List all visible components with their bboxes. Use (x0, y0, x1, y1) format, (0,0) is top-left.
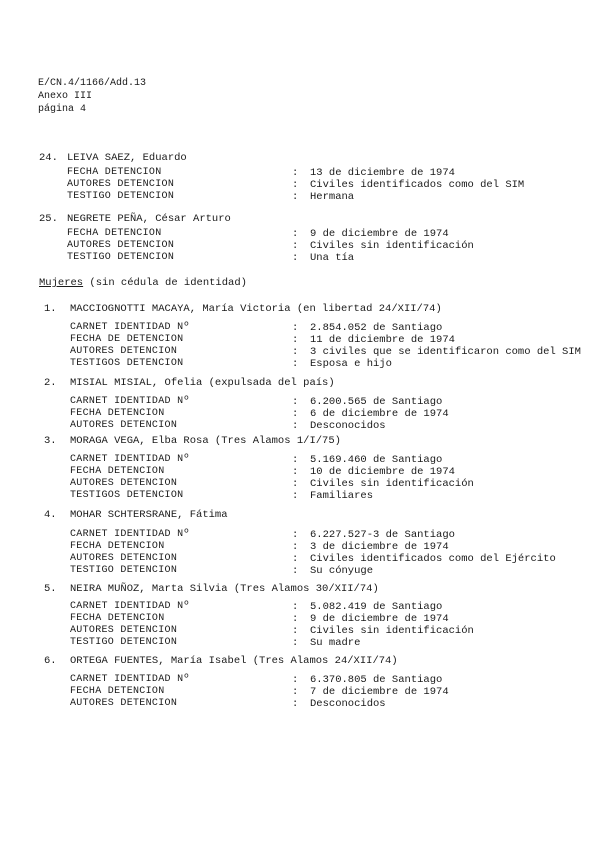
field-colon: : (292, 334, 299, 346)
entry-number: 1. (44, 303, 57, 315)
entry-number: 3. (44, 435, 57, 447)
field-value: Desconocidos (310, 420, 386, 432)
field-value: 5.169.460 de Santiago (310, 454, 443, 466)
field-label: FECHA DETENCION (70, 541, 165, 552)
field-colon: : (292, 228, 299, 240)
field-value: Una tía (310, 252, 355, 264)
field-colon: : (292, 346, 299, 358)
field-label: AUTORES DETENCION (70, 698, 178, 709)
field-value: 9 de diciembre de 1974 (310, 613, 449, 625)
field-value: 11 de diciembre de 1974 (310, 334, 455, 346)
field-colon: : (292, 420, 299, 432)
field-label: AUTORES DETENCION (70, 346, 178, 357)
field-colon: : (292, 179, 299, 191)
field-colon: : (292, 490, 299, 502)
field-label: TESTIGO DETENCION (67, 252, 175, 263)
field-value: 7 de diciembre de 1974 (310, 686, 449, 698)
field-label: FECHA DETENCION (67, 228, 162, 239)
entry-number: 24. (39, 152, 58, 164)
field-label: FECHA DETENCION (67, 167, 162, 178)
entry-number: 6. (44, 655, 57, 667)
field-colon: : (292, 529, 299, 541)
field-colon: : (292, 625, 299, 637)
field-colon: : (292, 698, 299, 710)
field-label: CARNET IDENTIDAD Nº (70, 396, 190, 407)
field-colon: : (292, 252, 299, 264)
field-label: FECHA DETENCION (70, 466, 165, 477)
field-label: AUTORES DETENCION (70, 420, 178, 431)
field-value: 6 de diciembre de 1974 (310, 408, 449, 420)
field-label: AUTORES DETENCION (70, 478, 178, 489)
field-label: CARNET IDENTIDAD Nº (70, 322, 190, 333)
document-reference: E/CN.4/1166/Add.13 (38, 78, 147, 89)
field-value: 5.082.419 de Santiago (310, 601, 443, 613)
field-value: Desconocidos (310, 698, 386, 710)
field-label: AUTORES DETENCION (67, 179, 175, 190)
field-value: 3 civiles que se identificaron como del SIM (310, 346, 581, 358)
field-value: Esposa e hijo (310, 358, 392, 370)
entry-number: 2. (44, 377, 57, 389)
field-value: Civiles sin identificación (310, 478, 474, 490)
field-colon: : (292, 565, 299, 577)
entry-name: NEGRETE PEÑA, César Arturo (67, 213, 231, 225)
entry-number: 4. (44, 509, 57, 521)
field-label: CARNET IDENTIDAD Nº (70, 529, 190, 540)
field-value: Civiles identificados como del Ejército (310, 553, 556, 565)
field-colon: : (292, 322, 299, 334)
field-colon: : (292, 686, 299, 698)
women-section-heading (39, 277, 247, 289)
field-value: Hermana (310, 191, 355, 203)
page-label: página 4 (38, 104, 87, 115)
field-value: 6.227.527-3 de Santiago (310, 529, 455, 541)
field-value: Civiles sin identificación (310, 625, 474, 637)
field-value: 3 de diciembre de 1974 (310, 541, 449, 553)
field-value: 6.200.565 de Santiago (310, 396, 443, 408)
entry-name: MISIAL MISIAL, Ofelia (expulsada del país) (70, 377, 335, 389)
field-value: 6.370.805 de Santiago (310, 674, 443, 686)
field-value: 10 de diciembre de 1974 (310, 466, 455, 478)
field-colon: : (292, 167, 299, 179)
entry-name: MACCIOGNOTTI MACAYA, María Victoria (en libertad 24/XII/74) (70, 303, 442, 315)
field-value: Su madre (310, 637, 361, 649)
field-label: FECHA DETENCION (70, 613, 165, 624)
entry-name: LEIVA SAEZ, Eduardo (67, 152, 187, 164)
field-colon: : (292, 637, 299, 649)
field-colon: : (292, 541, 299, 553)
field-colon: : (292, 408, 299, 420)
field-label: CARNET IDENTIDAD Nº (70, 454, 190, 465)
field-colon: : (292, 454, 299, 466)
field-colon: : (292, 240, 299, 252)
field-value: 9 de diciembre de 1974 (310, 228, 449, 240)
field-label: FECHA DE DETENCION (70, 334, 184, 345)
field-label: CARNET IDENTIDAD Nº (70, 674, 190, 685)
entry-name: MORAGA VEGA, Elba Rosa (Tres Alamos 1/I/75) (70, 435, 341, 447)
annex-label: Anexo III (38, 91, 93, 102)
entry-number: 25. (39, 213, 58, 225)
field-value: 13 de diciembre de 1974 (310, 167, 455, 179)
field-colon: : (292, 553, 299, 565)
field-colon: : (292, 674, 299, 686)
field-label: AUTORES DETENCION (67, 240, 175, 251)
field-value: Familiares (310, 490, 374, 502)
field-label: CARNET IDENTIDAD Nº (70, 601, 190, 612)
field-label: TESTIGO DETENCION (70, 565, 178, 576)
field-colon: : (292, 613, 299, 625)
field-colon: : (292, 466, 299, 478)
field-label: AUTORES DETENCION (70, 625, 178, 636)
field-value: Su cónyuge (310, 565, 374, 577)
entry-number: 5. (44, 583, 57, 595)
field-label: TESTIGOS DETENCION (70, 490, 184, 501)
field-colon: : (292, 478, 299, 490)
field-colon: : (292, 358, 299, 370)
field-label: TESTIGO DETENCION (70, 637, 178, 648)
field-label: TESTIGO DETENCION (67, 191, 175, 202)
field-value: 2.854.052 de Santiago (310, 322, 443, 334)
field-value: Civiles identificados como del SIM (310, 179, 525, 191)
women-section-title: Mujeres (39, 277, 84, 289)
field-label: TESTIGOS DETENCION (70, 358, 184, 369)
field-colon: : (292, 191, 299, 203)
field-colon: : (292, 396, 299, 408)
women-section-subtitle: (sin cédula de identidad) (83, 277, 247, 289)
field-label: AUTORES DETENCION (70, 553, 178, 564)
field-label: FECHA DETENCION (70, 408, 165, 419)
entry-name: NEIRA MUÑOZ, Marta Silvia (Tres Alamos 30/XII/74) (70, 583, 379, 595)
field-label: FECHA DETENCION (70, 686, 165, 697)
field-value: Civiles sin identificación (310, 240, 474, 252)
entry-name: MOHAR SCHTERSRANE, Fátima (70, 509, 228, 521)
entry-name: ORTEGA FUENTES, María Isabel (Tres Alamos 24/XII/74) (70, 655, 398, 667)
document-header (38, 77, 146, 116)
field-colon: : (292, 601, 299, 613)
